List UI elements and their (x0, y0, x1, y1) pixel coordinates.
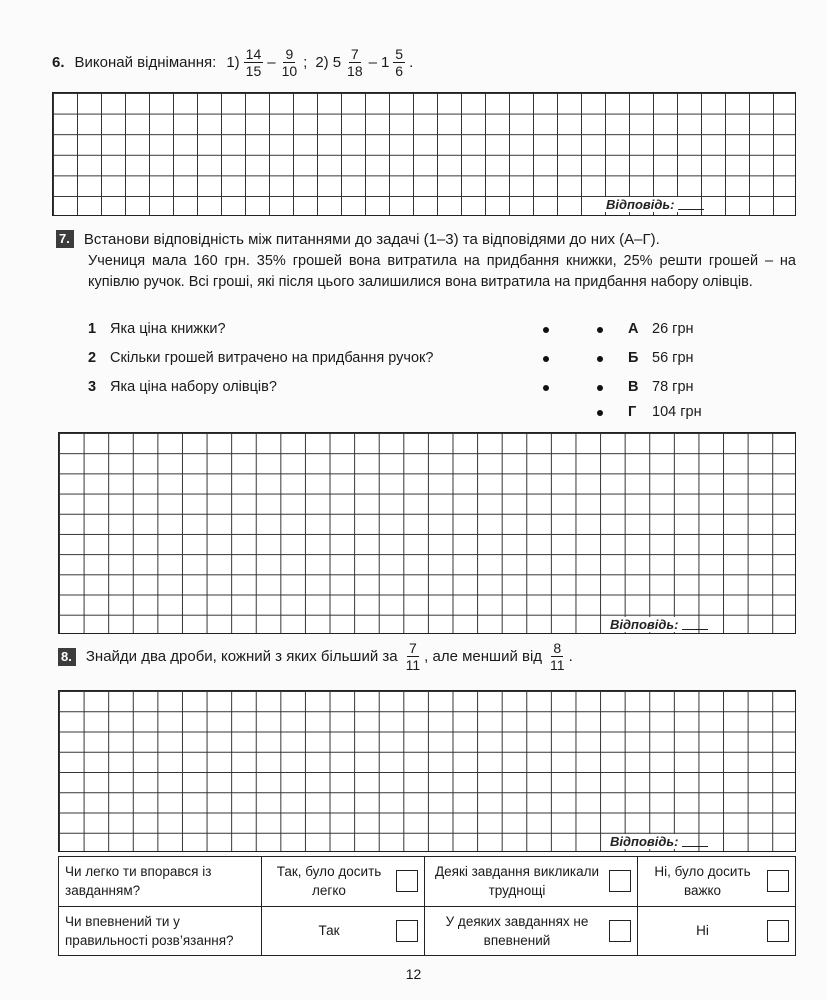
fraction: $\frac{7}{11}$ (405, 640, 421, 673)
question-dot[interactable] (543, 327, 549, 333)
end-mark: . (409, 54, 414, 71)
task-number-badge: 7. (56, 230, 74, 248)
mixed-whole: 5 (332, 54, 342, 71)
separator: ; (303, 54, 308, 71)
fraction: $\frac{8}{11}$ (550, 640, 565, 673)
checkbox[interactable] (396, 870, 418, 892)
answer-grid-8[interactable] (58, 690, 796, 852)
task-text: Виконай віднімання: (74, 54, 217, 71)
fraction: $\frac{7}{18}$ (347, 46, 363, 79)
feedback-option-label: Так, було досить легко (276, 864, 382, 899)
option-b: Б 56 грн (628, 350, 694, 366)
task-problem: Учениця мала 160 грн. 35% грошей вона витратила на придбання книжки, 25% решти грошей – на купівлю ручок. Всі гроші, які після цього залишилися вона витратила на придбання набору олівців. (88, 253, 796, 290)
checkbox[interactable] (396, 920, 418, 942)
minus-sign: – (267, 54, 276, 71)
question-dot[interactable] (543, 356, 549, 362)
task-7-heading (56, 230, 660, 248)
option-dot[interactable] (597, 356, 603, 362)
checkbox[interactable] (767, 920, 789, 942)
feedback-option-label: У деяких завданнях не впевнений (445, 913, 589, 948)
checkbox[interactable] (609, 920, 631, 942)
feedback-option-label: Деякі завдання викликали труднощі (434, 864, 599, 899)
task-6-heading (52, 46, 415, 79)
feedback-option-label: Ні, було досить важко (654, 864, 751, 899)
part-label: 2) (315, 54, 329, 71)
part-label: 1) (226, 54, 240, 71)
answer-label: Відповідь: (602, 197, 678, 212)
feedback-question: Чи впевнений ти у правильності розв’язання? (59, 906, 262, 956)
option-d: Г 104 грн (628, 404, 702, 420)
feedback-option-label: Ні (696, 923, 709, 939)
fraction: $\frac{9}{10}$ (281, 46, 298, 79)
fraction: $\frac{14}{15}$ (245, 46, 262, 79)
self-assessment-table (58, 856, 796, 956)
task-text: , але менший від (424, 648, 543, 665)
task-text: Знайди два дроби, кожний з яких більший за (85, 648, 398, 665)
mixed-whole: 1 (380, 54, 390, 71)
end-mark: . (568, 648, 573, 665)
answer-grid-7[interactable] (58, 432, 796, 634)
feedback-question: Чи легко ти впорався із завданням? (59, 857, 262, 907)
task-number: 6. (52, 54, 65, 71)
table-row (59, 906, 796, 956)
page-number: 12 (405, 966, 422, 982)
task-8-heading (58, 640, 573, 673)
option-dot[interactable] (597, 410, 603, 416)
checkbox[interactable] (609, 870, 631, 892)
feedback-option-label: Так (318, 923, 340, 939)
question-dot[interactable] (543, 385, 549, 391)
answer-label: Відповідь: (606, 617, 682, 632)
option-a: А 26 грн (628, 321, 694, 337)
table-row (59, 857, 796, 907)
question-1: 1 Яка ціна книжки? (88, 321, 226, 337)
fraction: $\frac{5}{6}$ (395, 46, 404, 79)
minus-sign: – (368, 54, 377, 71)
checkbox[interactable] (767, 870, 789, 892)
answer-grid-6[interactable] (52, 92, 796, 216)
task-number-badge: 8. (58, 648, 76, 666)
option-c: В 78 грн (628, 379, 694, 395)
task-instruction: Встанови відповідність між питаннями до задачі (1–3) та відповідями до них (А–Г). (83, 230, 660, 248)
question-3: 3 Яка ціна набору олівців? (88, 379, 277, 395)
option-dot[interactable] (597, 385, 603, 391)
question-2: 2 Скільки грошей витрачено на придбання ручок? (88, 350, 434, 366)
answer-label: Відповідь: (606, 834, 682, 849)
option-dot[interactable] (597, 327, 603, 333)
